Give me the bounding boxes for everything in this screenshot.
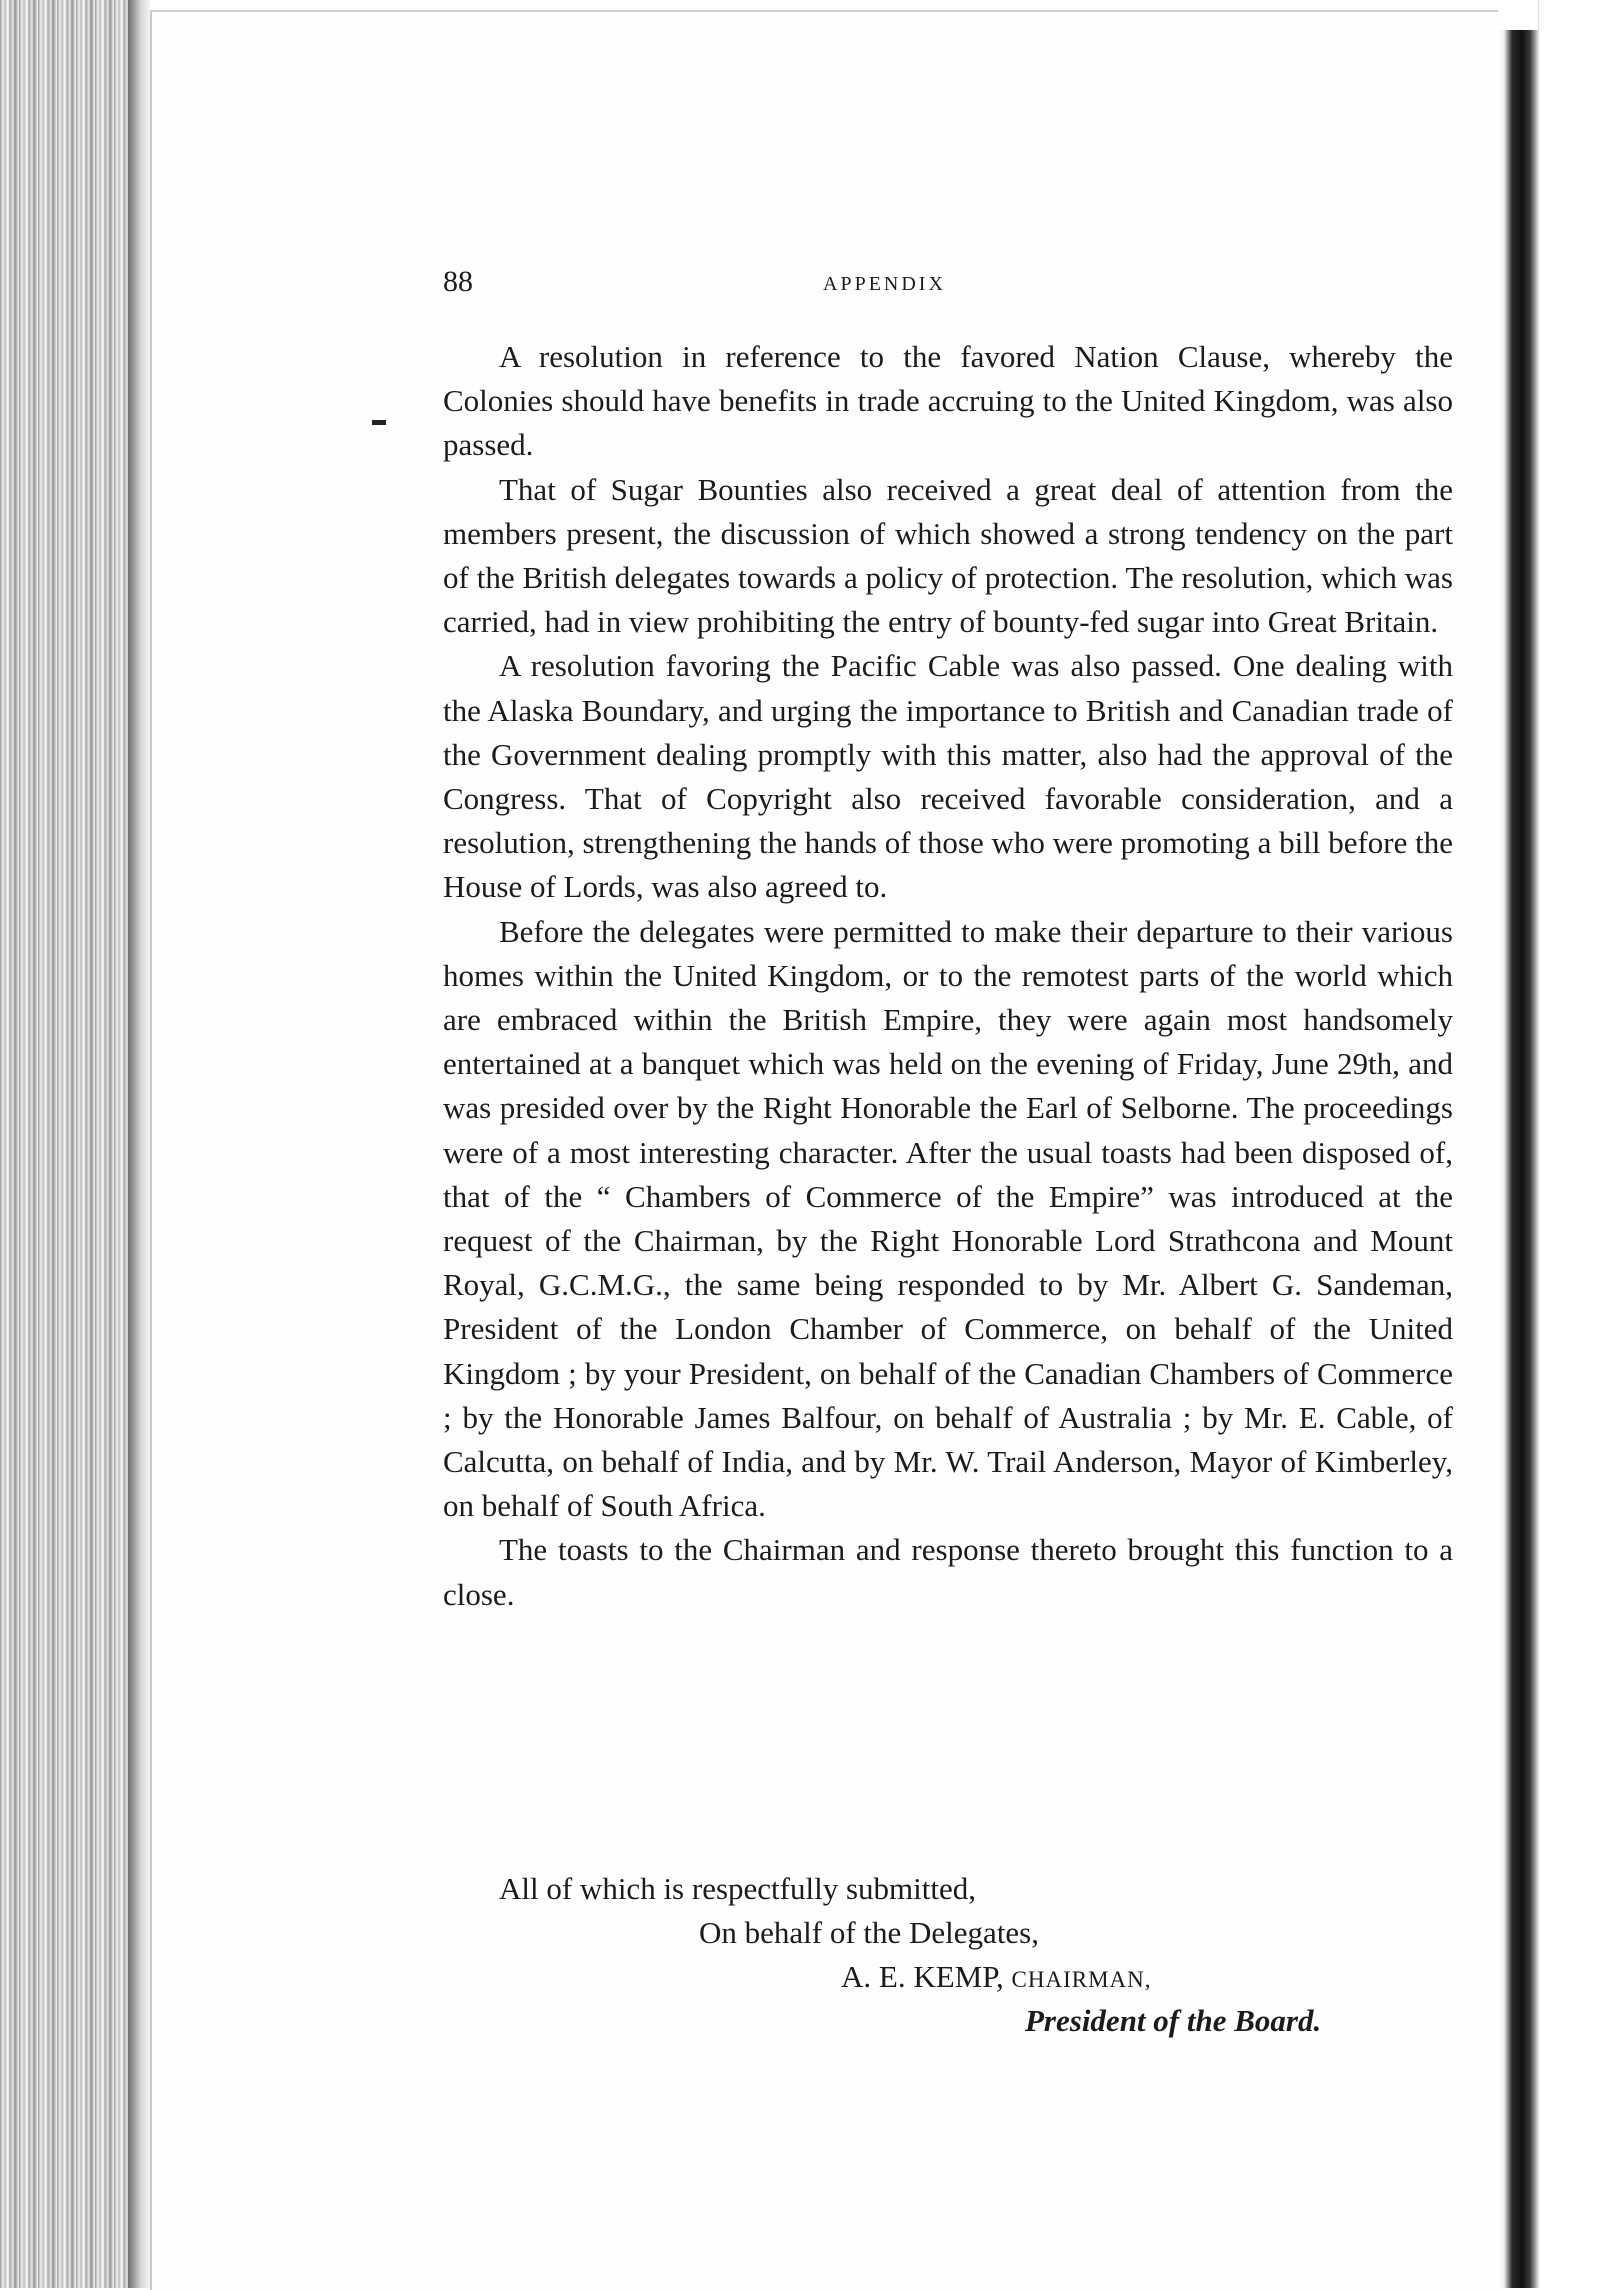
page-number: 88 xyxy=(443,265,473,298)
on-behalf-line: On behalf of the Delegates, xyxy=(699,1915,1040,1950)
paragraph-close: The toasts to the Chairman and response thereto brought this function to a close. xyxy=(443,1532,1453,1612)
running-head xyxy=(443,262,1453,302)
book-gutter xyxy=(1498,0,1616,2288)
body-text xyxy=(443,335,1453,1617)
paragraph-sugar-bounties: That of Sugar Bounties also received a great deal of attention from the members present, the discussion of which showed a strong tendency on the part of the British delegates towards a policy of protection. The resolution, which was carried, had in view prohibiting the entry of bounty-fed sugar into Great Britain. xyxy=(443,471,1453,640)
book-page-edges xyxy=(0,0,150,2288)
submitted-line: All of which is respectfully submitted, xyxy=(499,1871,976,1906)
signer-role: CHAIRMAN, xyxy=(1011,1967,1152,1992)
signer-name: A. E. KEMP, xyxy=(841,1959,1004,1994)
paragraph-banquet: Before the delegates were permitted to make their departure to their various homes within the United Kingdom, or to the remotest parts of the world which are embraced within the British Empire, they were again most handsomely entertained at a banquet which was held on the evening of Friday, June 29th, and was presided over by the Right Honorable the Earl of Selborne. The proceedings were of a most interesting character. After the usual toasts had been disposed of, that of the “ Chambers of Commerce of the Empire” was introduced at the request of the Chairman, by the Right Honorable Lord Strathcona and Mount Royal, G.C.M.G., the same being responded to by Mr. Albert G. Sandeman, President of the London Chamber of Commerce, on behalf of the United Kingdom ; by your President, on behalf of the Canadian Chambers of Commerce ; by the Honorable James Balfour, on behalf of Australia ; by Mr. E. Cable, of Calcutta, on behalf of India, and by Mr. W. Trail Anderson, Mayor of Kimberley, on behalf of South Africa. xyxy=(443,913,1453,1524)
paragraph-pacific-cable: A resolution favoring the Pacific Cable was also passed. One dealing with the Alaska Boundary, and urging the importance to British and Canadian trade of the Government dealing promptly with this matter, also had the approval of the Congress. That of Copyright also received favorable consideration, and a resolution, strengthening the hands of those who were promoting a bill before the House of Lords, was also agreed to. xyxy=(443,648,1453,905)
signer-title: President of the Board. xyxy=(1025,2003,1322,2038)
ink-mark xyxy=(372,420,386,425)
signature-name xyxy=(841,1955,1152,2002)
section-title: APPENDIX xyxy=(823,273,946,295)
paragraph-favored-nation: A resolution in reference to the favored Nation Clause, whereby the Colonies should have benefits in trade accruing to the United Kingdom, was also passed. xyxy=(443,339,1453,463)
